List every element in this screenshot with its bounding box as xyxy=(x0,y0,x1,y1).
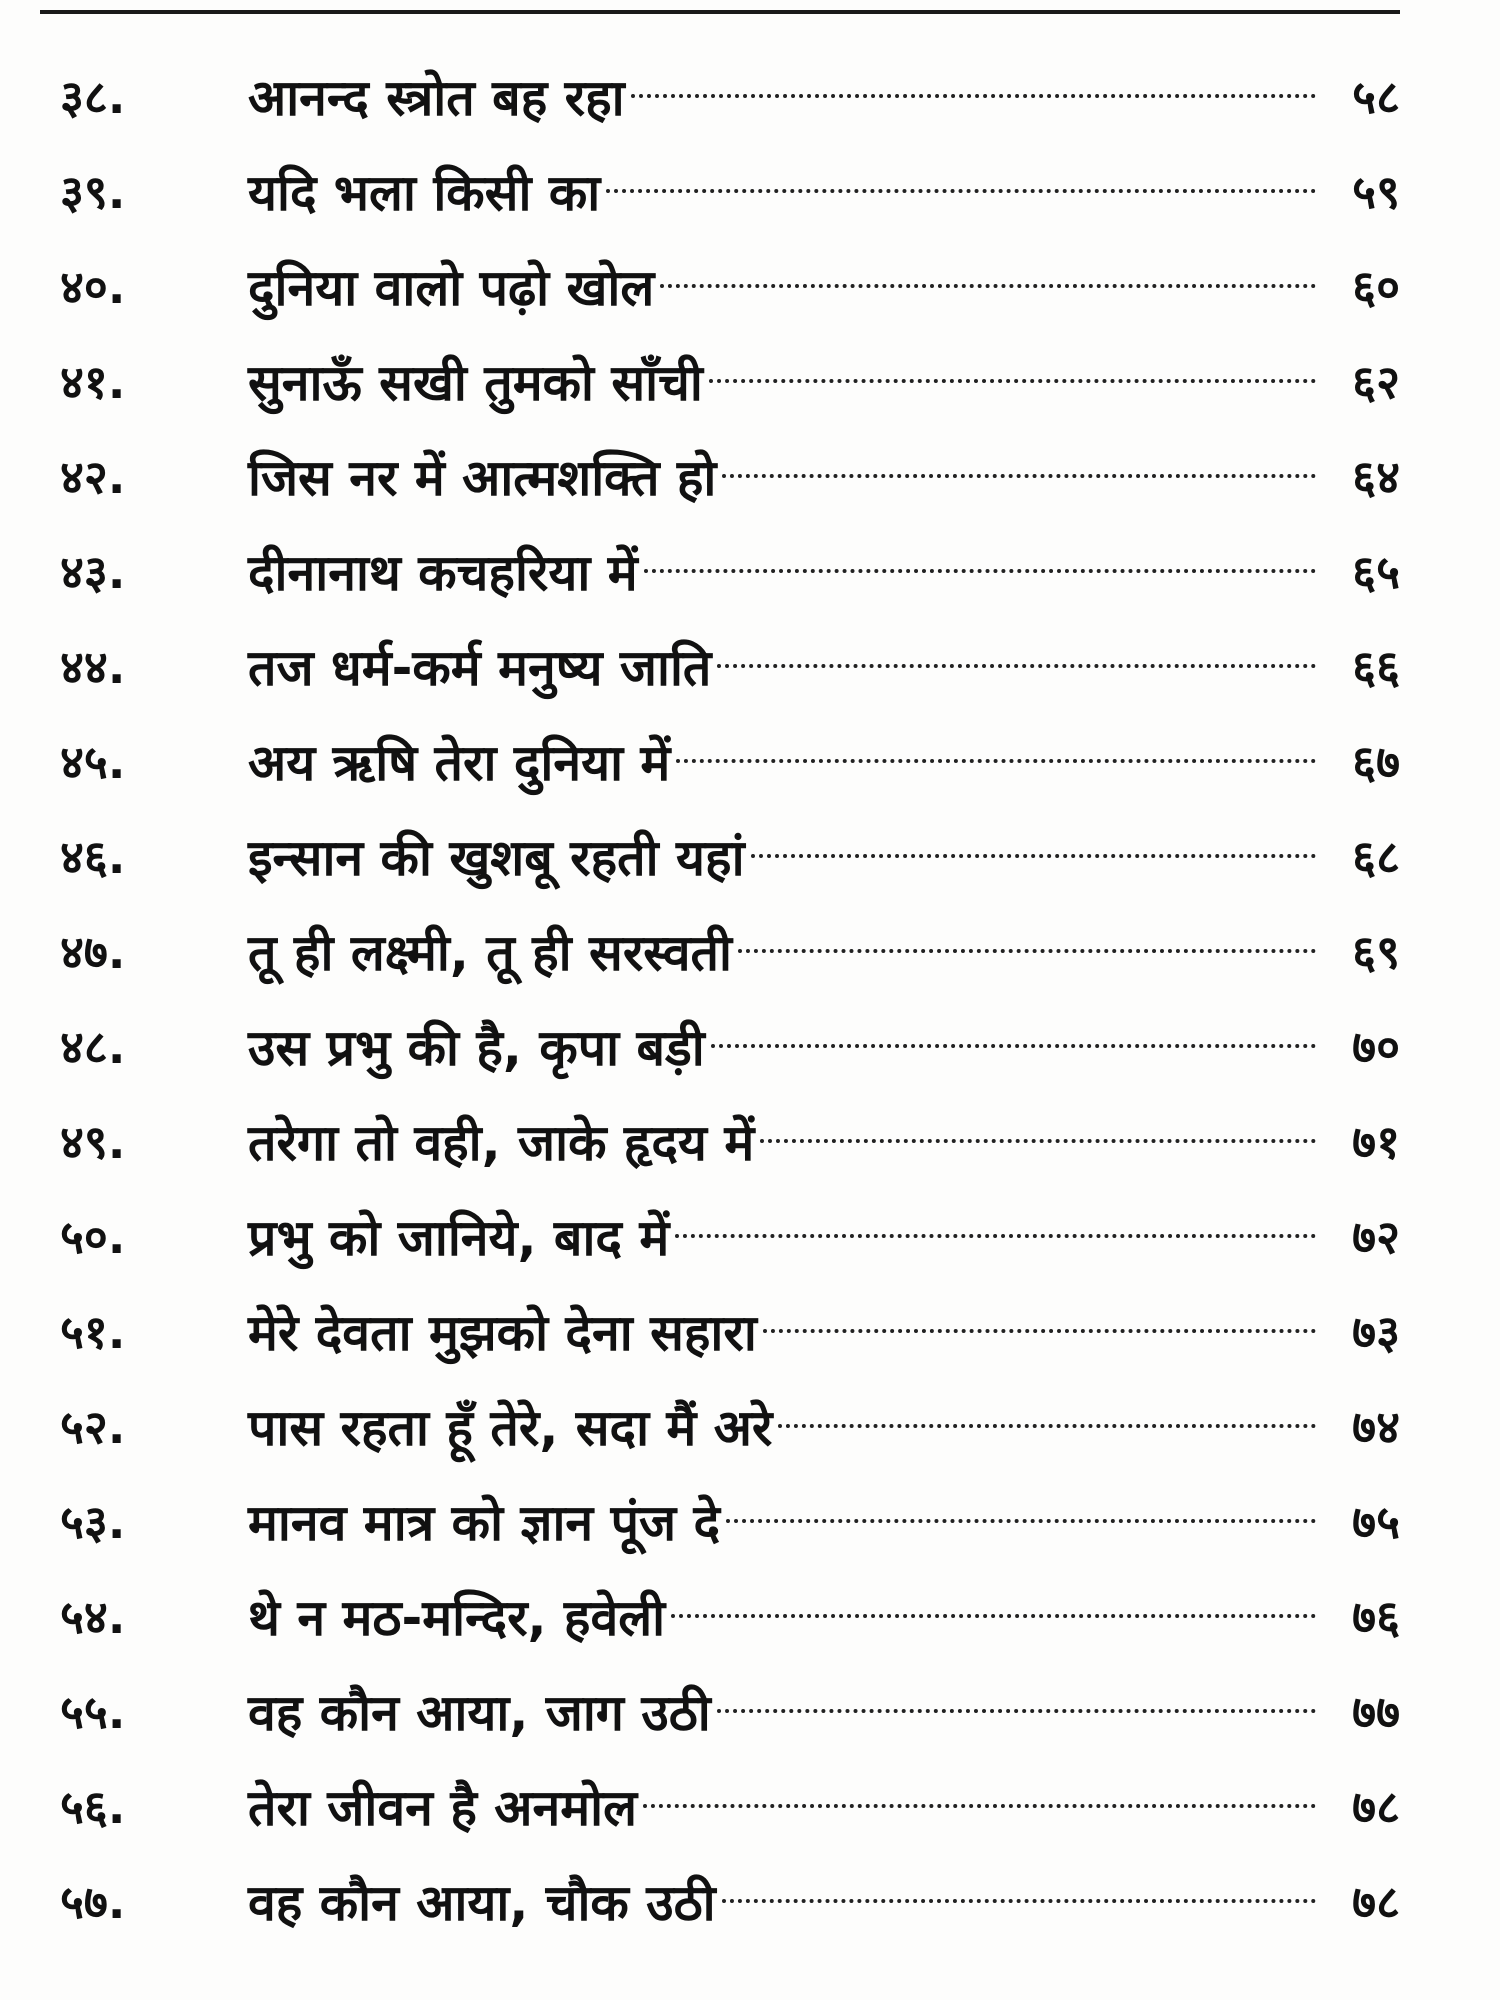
toc-entry xyxy=(60,1758,1400,1853)
dot-leader xyxy=(722,1853,1316,1903)
entry-title: तू ही लक्ष्मी, तू ही सरस्वती xyxy=(248,923,732,982)
entry-number: ५५. xyxy=(60,1684,126,1739)
entry-page-number: ७८ xyxy=(1352,1874,1400,1929)
toc-entry xyxy=(60,333,1400,428)
entry-number: ४६. xyxy=(60,829,126,884)
entry-page-number: ७८ xyxy=(1352,1779,1400,1834)
top-rule xyxy=(40,10,1400,14)
toc-entry xyxy=(60,618,1400,713)
entry-number: ३९. xyxy=(60,164,126,219)
entry-number: ४७. xyxy=(60,924,126,979)
entry-page-number: ७१ xyxy=(1352,1114,1400,1169)
dot-leader xyxy=(738,903,1316,953)
entry-page-number: ६५ xyxy=(1352,544,1400,599)
toc-entry xyxy=(60,1093,1400,1188)
entry-number: ५३. xyxy=(60,1494,126,1549)
entry-page-number: ६६ xyxy=(1352,639,1400,694)
toc-entry xyxy=(60,48,1400,143)
entry-title: उस प्रभु की है, कृपा बड़ी xyxy=(248,1018,705,1077)
toc-entry xyxy=(60,238,1400,333)
entry-number: ५४. xyxy=(60,1589,126,1644)
toc-entry xyxy=(60,1473,1400,1568)
entry-page-number: ५८ xyxy=(1352,69,1400,124)
toc-entry xyxy=(60,998,1400,1093)
dot-leader xyxy=(660,238,1316,288)
entry-page-number: ६० xyxy=(1352,259,1400,314)
entry-title: मानव मात्र को ज्ञान पूंज दे xyxy=(248,1493,721,1552)
entry-number: ५१. xyxy=(60,1304,126,1359)
entry-title: प्रभु को जानिये, बाद में xyxy=(248,1208,670,1267)
dot-leader xyxy=(644,523,1316,573)
entry-page-number: ५९ xyxy=(1352,164,1400,219)
entry-number: ४३. xyxy=(60,544,126,599)
entry-number: ४५. xyxy=(60,734,126,789)
entry-title: जिस नर में आत्मशक्ति हो xyxy=(248,448,717,507)
entry-page-number: ६४ xyxy=(1352,449,1400,504)
entry-page-number: ६९ xyxy=(1352,924,1400,979)
table-of-contents xyxy=(60,48,1400,1948)
entry-number: ४१. xyxy=(60,354,126,409)
entry-page-number: ६२ xyxy=(1352,354,1400,409)
dot-leader xyxy=(722,428,1316,478)
dot-leader xyxy=(778,1378,1316,1428)
dot-leader xyxy=(606,143,1316,193)
entry-number: ४४. xyxy=(60,639,126,694)
dot-leader xyxy=(709,333,1316,383)
dot-leader xyxy=(717,618,1316,668)
toc-entry xyxy=(60,143,1400,238)
dot-leader xyxy=(726,1473,1316,1523)
entry-number: ४०. xyxy=(60,259,126,314)
entry-number: ४९. xyxy=(60,1114,126,1169)
dot-leader xyxy=(631,48,1316,98)
toc-entry xyxy=(60,1188,1400,1283)
entry-page-number: ६८ xyxy=(1352,829,1400,884)
dot-leader xyxy=(751,808,1316,858)
toc-entry xyxy=(60,1663,1400,1758)
entry-number: ५७. xyxy=(60,1874,126,1929)
entry-title: पास रहता हूँ तेरे, सदा मैं अरे xyxy=(248,1398,773,1457)
entry-title: तज धर्म-कर्म मनुष्य जाति xyxy=(248,638,712,697)
toc-entry xyxy=(60,1568,1400,1663)
entry-title: आनन्द स्त्रोत बह रहा xyxy=(248,68,625,127)
entry-title: दुनिया वालो पढ़ो खोल xyxy=(248,258,655,317)
entry-title: तरेगा तो वही, जाके हृदय में xyxy=(248,1113,755,1172)
toc-entry xyxy=(60,903,1400,998)
dot-leader xyxy=(711,998,1316,1048)
entry-title: वह कौन आया, जाग उठी xyxy=(248,1683,711,1742)
entry-title: अय ऋषि तेरा दुनिया में xyxy=(248,733,671,792)
entry-title: तेरा जीवन है अनमोल xyxy=(248,1778,637,1837)
toc-entry xyxy=(60,1853,1400,1948)
entry-number: ५६. xyxy=(60,1779,126,1834)
dot-leader xyxy=(763,1283,1316,1333)
toc-entry xyxy=(60,713,1400,808)
entry-number: ४२. xyxy=(60,449,126,504)
dot-leader xyxy=(760,1093,1316,1143)
entry-title: मेरे देवता मुझको देना सहारा xyxy=(248,1303,757,1362)
entry-page-number: ७७ xyxy=(1352,1684,1400,1739)
toc-entry xyxy=(60,808,1400,903)
entry-number: ४८. xyxy=(60,1019,126,1074)
entry-title: यदि भला किसी का xyxy=(248,163,601,222)
entry-title: इन्सान की खुशबू रहती यहां xyxy=(248,828,745,887)
entry-title: थे न मठ-मन्दिर, हवेली xyxy=(248,1588,666,1647)
entry-page-number: ६७ xyxy=(1352,734,1400,789)
toc-entry xyxy=(60,428,1400,523)
toc-entry xyxy=(60,1283,1400,1378)
entry-title: सुनाऊँ सखी तुमको साँची xyxy=(248,353,703,412)
entry-page-number: ७२ xyxy=(1352,1209,1400,1264)
entry-number: ५०. xyxy=(60,1209,126,1264)
entry-page-number: ७३ xyxy=(1352,1304,1400,1359)
entry-title: दीनानाथ कचहरिया में xyxy=(248,543,638,602)
entry-page-number: ७६ xyxy=(1352,1589,1400,1644)
entry-page-number: ७५ xyxy=(1352,1494,1400,1549)
toc-entry xyxy=(60,1378,1400,1473)
entry-title: वह कौन आया, चौक उठी xyxy=(248,1873,716,1932)
toc-entry xyxy=(60,523,1400,618)
dot-leader xyxy=(717,1663,1316,1713)
entry-number: ५२. xyxy=(60,1399,126,1454)
entry-number: ३८. xyxy=(60,69,126,124)
entry-page-number: ७० xyxy=(1352,1019,1400,1074)
entry-page-number: ७४ xyxy=(1352,1399,1400,1454)
dot-leader xyxy=(643,1758,1316,1808)
dot-leader xyxy=(671,1568,1316,1618)
dot-leader xyxy=(676,713,1316,763)
dot-leader xyxy=(675,1188,1316,1238)
